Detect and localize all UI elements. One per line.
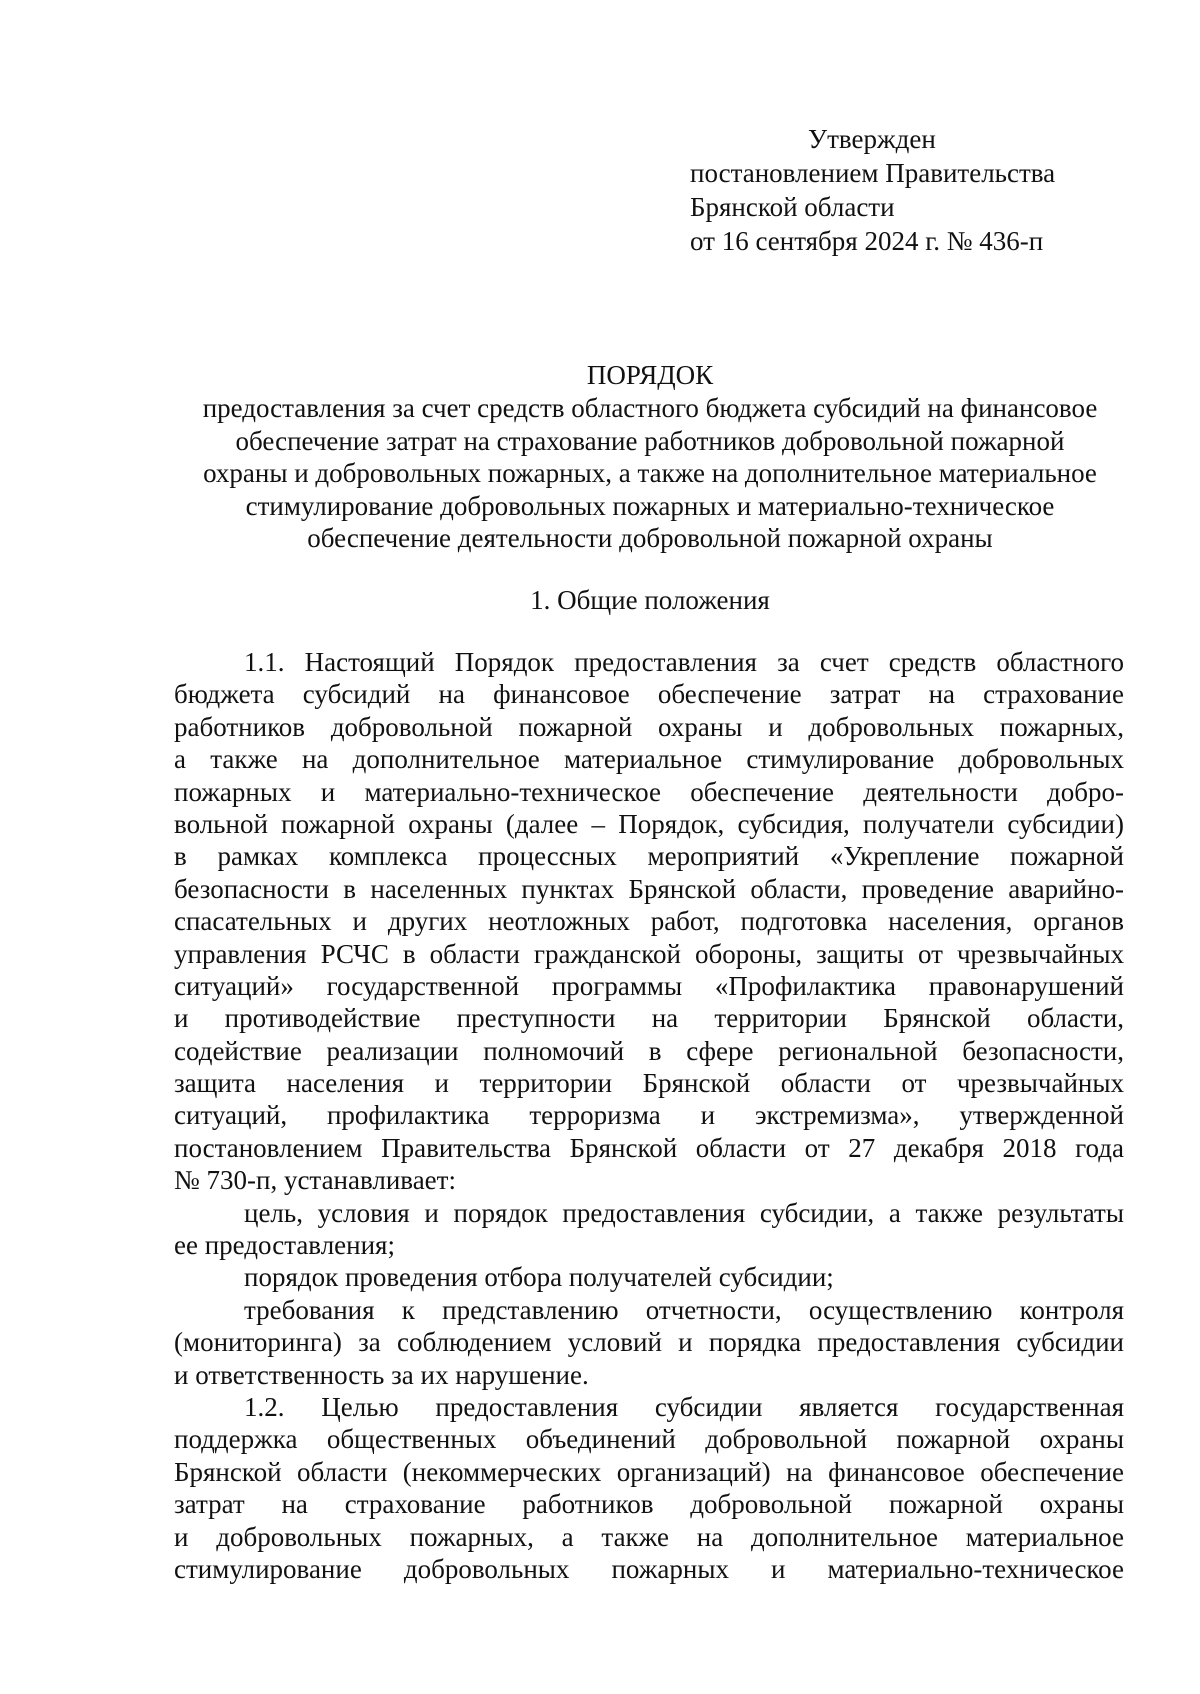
body-line: ее предоставления; <box>174 1230 395 1261</box>
approval-line: Утвержден <box>808 124 936 154</box>
body-line: содействие реализации полномочий в сфере региональной безопасности, <box>174 1035 1124 1066</box>
body-line: бюджета субсидий на финансовое обеспечение затрат на страхование <box>174 679 1124 710</box>
subtitle-line: обеспечение деятельности добровольной пожарной охраны <box>307 523 993 553</box>
body-line: а также на дополнительное материальное стимулирование добровольных <box>174 744 1124 775</box>
body-line: управления РСЧС в области гражданской обороны, защиты от чрезвычайных <box>174 938 1124 969</box>
document-subtitle <box>170 392 1130 555</box>
body-line: (мониторинга) за соблюдением условий и порядка предоставления субсидии <box>174 1327 1124 1358</box>
body-line: ситуаций, профилактика терроризма и экстремизма», утвержденной <box>174 1100 1124 1131</box>
subtitle-line: охраны и добровольных пожарных, а также на дополнительное материальное <box>203 458 1097 488</box>
body-line: 1.2. Целью предоставления субсидии является государственная <box>244 1391 1124 1422</box>
body-line: № 730-п, устанавливает: <box>174 1165 456 1196</box>
body-line: постановлением Правительства Брянской области от 27 декабря 2018 года <box>174 1132 1124 1163</box>
body-line: порядок проведения отбора получателей субсидии; <box>244 1262 834 1293</box>
body-line: цель, условия и порядок предоставления субсидии, а также результаты <box>244 1197 1124 1228</box>
subtitle-line: предоставления за счет средств областного бюджета субсидий на финансовое <box>202 393 1098 423</box>
body-line: требования к представлению отчетности, осуществлению контроля <box>244 1294 1124 1325</box>
approval-line: постановлением Правительства <box>690 158 1056 188</box>
body-line: и ответственность за их нарушение. <box>174 1359 589 1390</box>
document-title: ПОРЯДОК <box>586 360 714 390</box>
body-line: стимулирование добровольных пожарных и материально-техническое <box>174 1553 1124 1584</box>
body-line: ситуаций» государственной программы «Профилактика правонарушений <box>174 970 1124 1001</box>
body-line: и добровольных пожарных, а также на дополнительное материальное <box>174 1521 1124 1552</box>
section-heading: 1. Общие положения <box>530 585 770 615</box>
document-body <box>174 646 1124 1585</box>
approval-line: Брянской области <box>690 192 895 222</box>
body-line: вольной пожарной охраны (далее – Порядок, субсидия, получатели субсидии) <box>174 808 1124 839</box>
body-line: и противодействие преступности на территории Брянской области, <box>174 1003 1124 1034</box>
approval-stamp <box>690 122 1055 258</box>
body-line: 1.1. Настоящий Порядок предоставления за счет средств областного <box>244 647 1124 677</box>
body-line: работников добровольной пожарной охраны и добровольных пожарных, <box>174 711 1124 742</box>
body-line: поддержка общественных объединений добровольной пожарной охраны <box>174 1424 1124 1455</box>
body-line: затрат на страхование работников добровольной пожарной охраны <box>174 1489 1124 1520</box>
subtitle-line: обеспечение затрат на страхование работников добровольной пожарной <box>235 425 1065 456</box>
body-line: спасательных и других неотложных работ, подготовка населения, органов <box>174 906 1124 937</box>
subtitle-line: стимулирование добровольных пожарных и материально-техническое <box>245 490 1055 521</box>
body-line: пожарных и материально-техническое обеспечение деятельности добро- <box>174 776 1124 807</box>
body-line: в рамках комплекса процессных мероприятий «Укрепление пожарной <box>174 841 1124 872</box>
approval-line: от 16 сентября 2024 г. № 436-п <box>690 226 1044 256</box>
body-line: безопасности в населенных пунктах Брянской области, проведение аварийно- <box>174 873 1124 904</box>
body-line: защита населения и территории Брянской области от чрезвычайных <box>174 1068 1124 1099</box>
body-line: Брянской области (некоммерческих организаций) на финансовое обеспечение <box>174 1456 1124 1487</box>
